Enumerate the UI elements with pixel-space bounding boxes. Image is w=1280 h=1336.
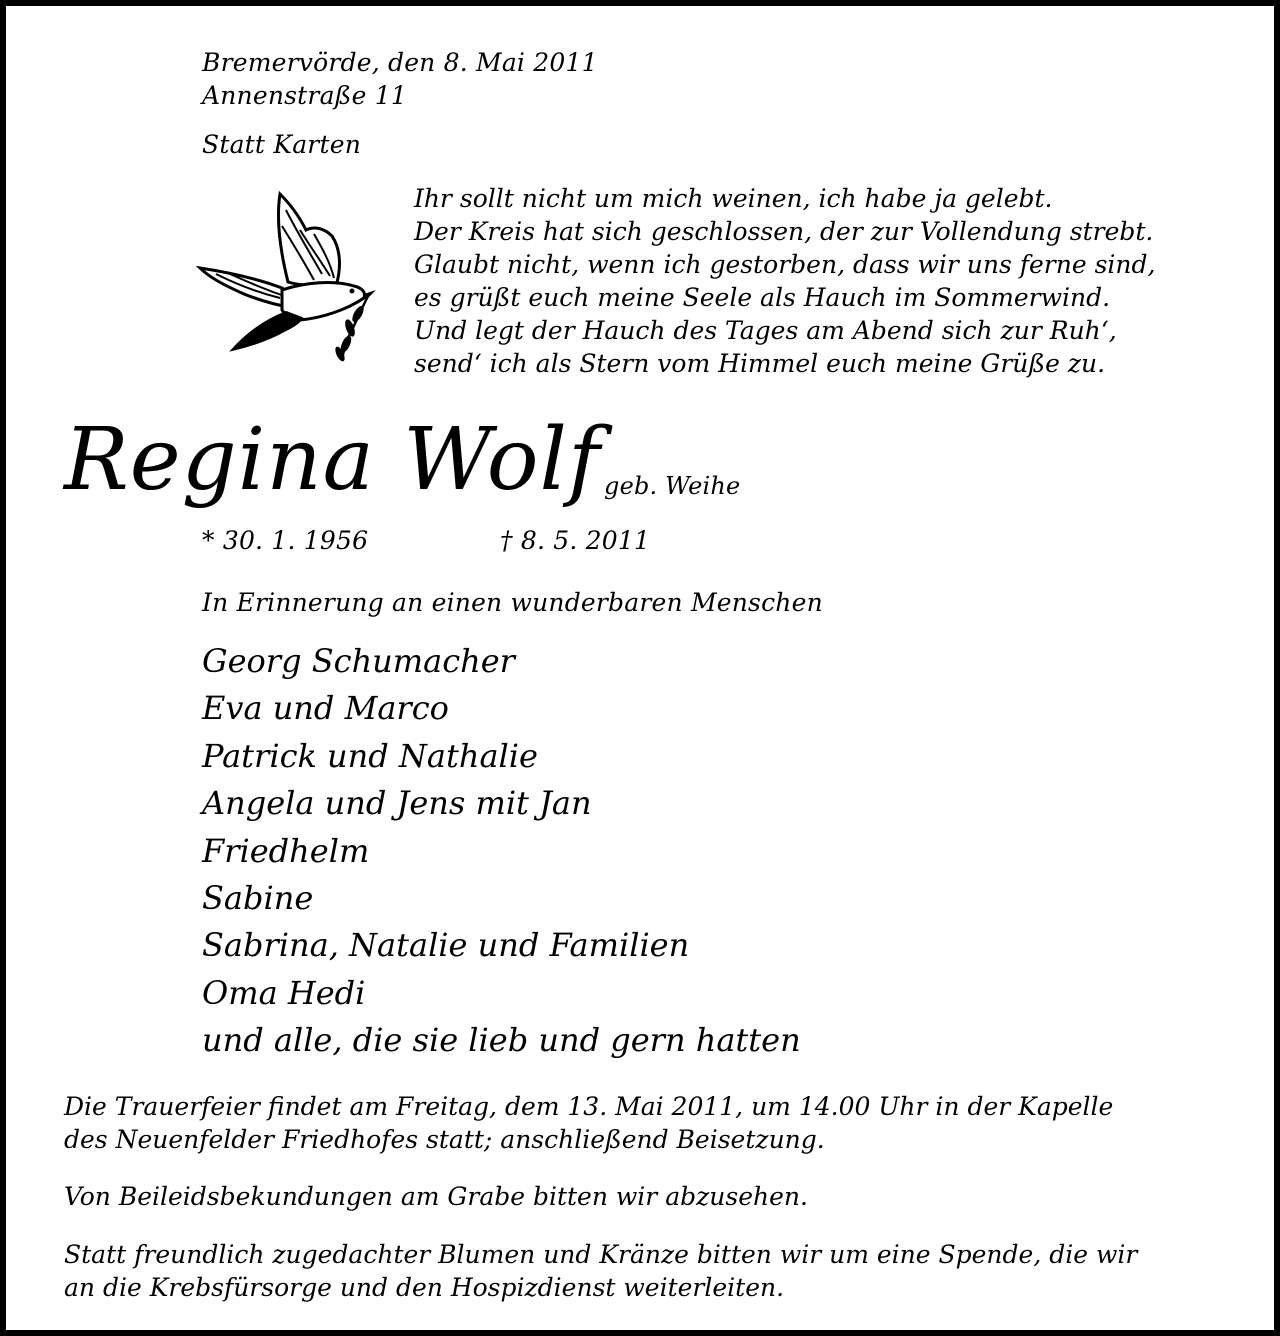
mourner-name: Angela und Jens mit Jan (202, 784, 592, 823)
poem-line: Ihr sollt nicht um mich weinen, ich habe ja gelebt. (414, 184, 1053, 213)
address-line: Annenstraße 11 (202, 81, 407, 110)
date-line: Bremervörde, den 8. Mai 2011 (202, 48, 598, 77)
poem-line: Der Kreis hat sich geschlossen, der zur Vollendung strebt. (414, 217, 1154, 246)
mourner-name: Eva und Marco (202, 689, 449, 728)
funeral-notice-line: Die Trauerfeier findet am Freitag, dem 13. Mai 2011, um 14.00 Uhr in der Kapelle (64, 1092, 1114, 1121)
mourner-name: Oma Hedi (202, 973, 366, 1012)
funeral-notice (64, 1090, 1113, 1156)
poem-line: Glaubt nicht, wenn ich gestorben, dass wir uns ferne sind, (414, 250, 1156, 279)
death-date: † 8. 5. 2011 (500, 526, 651, 555)
mourner-name: Sabrina, Natalie und Familien (202, 926, 690, 965)
maiden-name: geb. Weihe (604, 472, 741, 500)
poem-line: Und legt der Hauch des Tages am Abend sich zur Ruh‘, (414, 316, 1117, 345)
statt-karten-label: Statt Karten (202, 130, 361, 159)
deceased-name: Regina Wolf (64, 410, 601, 510)
remembrance-line: In Erinnerung an einen wunderbaren Menschen (202, 588, 823, 617)
dove-with-olive-branch-icon (196, 190, 386, 362)
funeral-notice-line: des Neuenfelder Friedhofes statt; anschließend Beisetzung. (64, 1125, 825, 1154)
poem-line: es grüßt euch meine Seele als Hauch im Sommerwind. (414, 283, 1111, 312)
donation-notice-line: Statt freundlich zugedachter Blumen und Kränze bitten wir um eine Spende, die wir (64, 1240, 1138, 1269)
mourners-list (202, 638, 801, 1065)
mourner-name: Friedhelm (202, 831, 370, 870)
mourner-name: Georg Schumacher (202, 642, 515, 680)
mourner-name: Patrick und Nathalie (202, 736, 538, 775)
mourner-name: und alle, die sie lieb und gern hatten (202, 1021, 801, 1060)
poem (414, 182, 1155, 380)
poem-line: send‘ ich als Stern vom Himmel euch meine Grüße zu. (414, 349, 1106, 378)
birth-date: * 30. 1. 1956 (202, 526, 369, 555)
donation-notice-line: an die Krebsfürsorge und den Hospizdienst weiterleiten. (64, 1273, 785, 1302)
condolence-notice-line: Von Beileidsbekundungen am Grabe bitten wir abzusehen. (64, 1182, 808, 1211)
mourner-name: Sabine (202, 879, 314, 918)
donation-notice (64, 1238, 1137, 1304)
condolence-notice (64, 1180, 808, 1213)
